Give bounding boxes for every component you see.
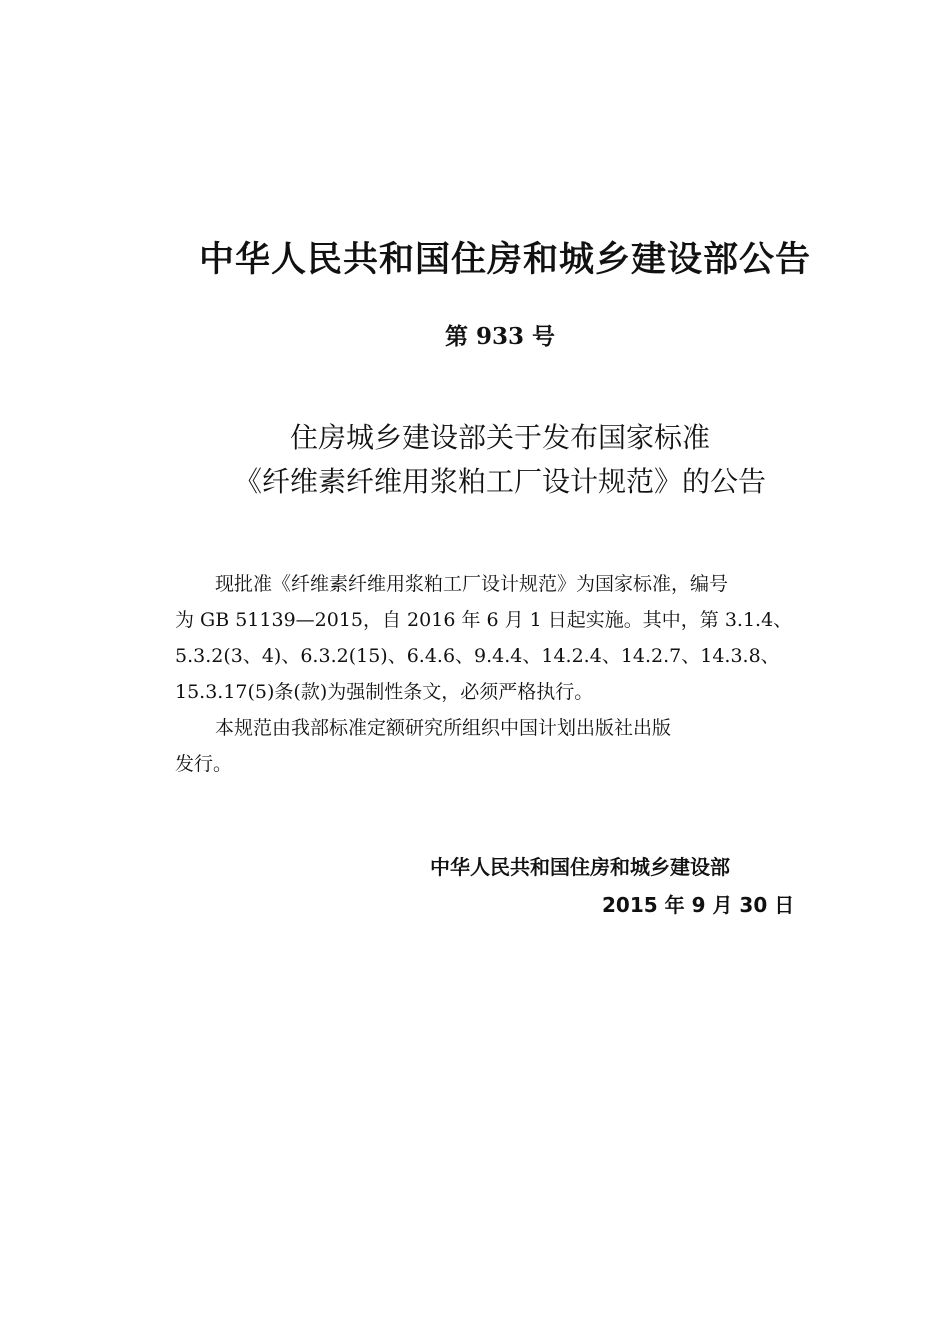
notice-body: [175, 566, 835, 782]
subject-line-2: 《纤维素纤维用浆粕工厂设计规范》的公告: [233, 465, 766, 498]
signature-block: [430, 848, 830, 924]
body-paragraph-2-line-1: 本规范由我部标准定额研究所组织中国计划出版社出版: [215, 717, 672, 739]
issuing-organization: 中华人民共和国住房和城乡建设部: [430, 855, 730, 879]
body-paragraph-1-line-4: 15.3.17(5)条(款)为强制性条文，必须严格执行。: [175, 681, 594, 703]
issue-date: 2015 年 9 月 30 日: [602, 893, 795, 917]
subject-line-1: 住房城乡建设部关于发布国家标准: [289, 421, 710, 454]
body-paragraph-1-line-3: 5.3.2(3、4)、6.3.2(15)、6.4.6、9.4.4、14.2.4、14.2.7、14.3.8、: [175, 645, 780, 667]
notice-title: 中华人民共和国住房和城乡建设部公告: [198, 240, 811, 280]
notice-subject: [0, 416, 950, 504]
body-paragraph-2-line-2: 发行。: [175, 753, 233, 775]
body-paragraph-1-line-1: 现批准《纤维素纤维用浆粕工厂设计规范》为国家标准，编号: [215, 573, 729, 595]
notice-number: 第 933 号: [444, 323, 556, 350]
body-paragraph-1-line-2: 为 GB 51139—2015，自 2016 年 6 月 1 日起实施。其中，第 3.1.4、: [175, 609, 793, 631]
